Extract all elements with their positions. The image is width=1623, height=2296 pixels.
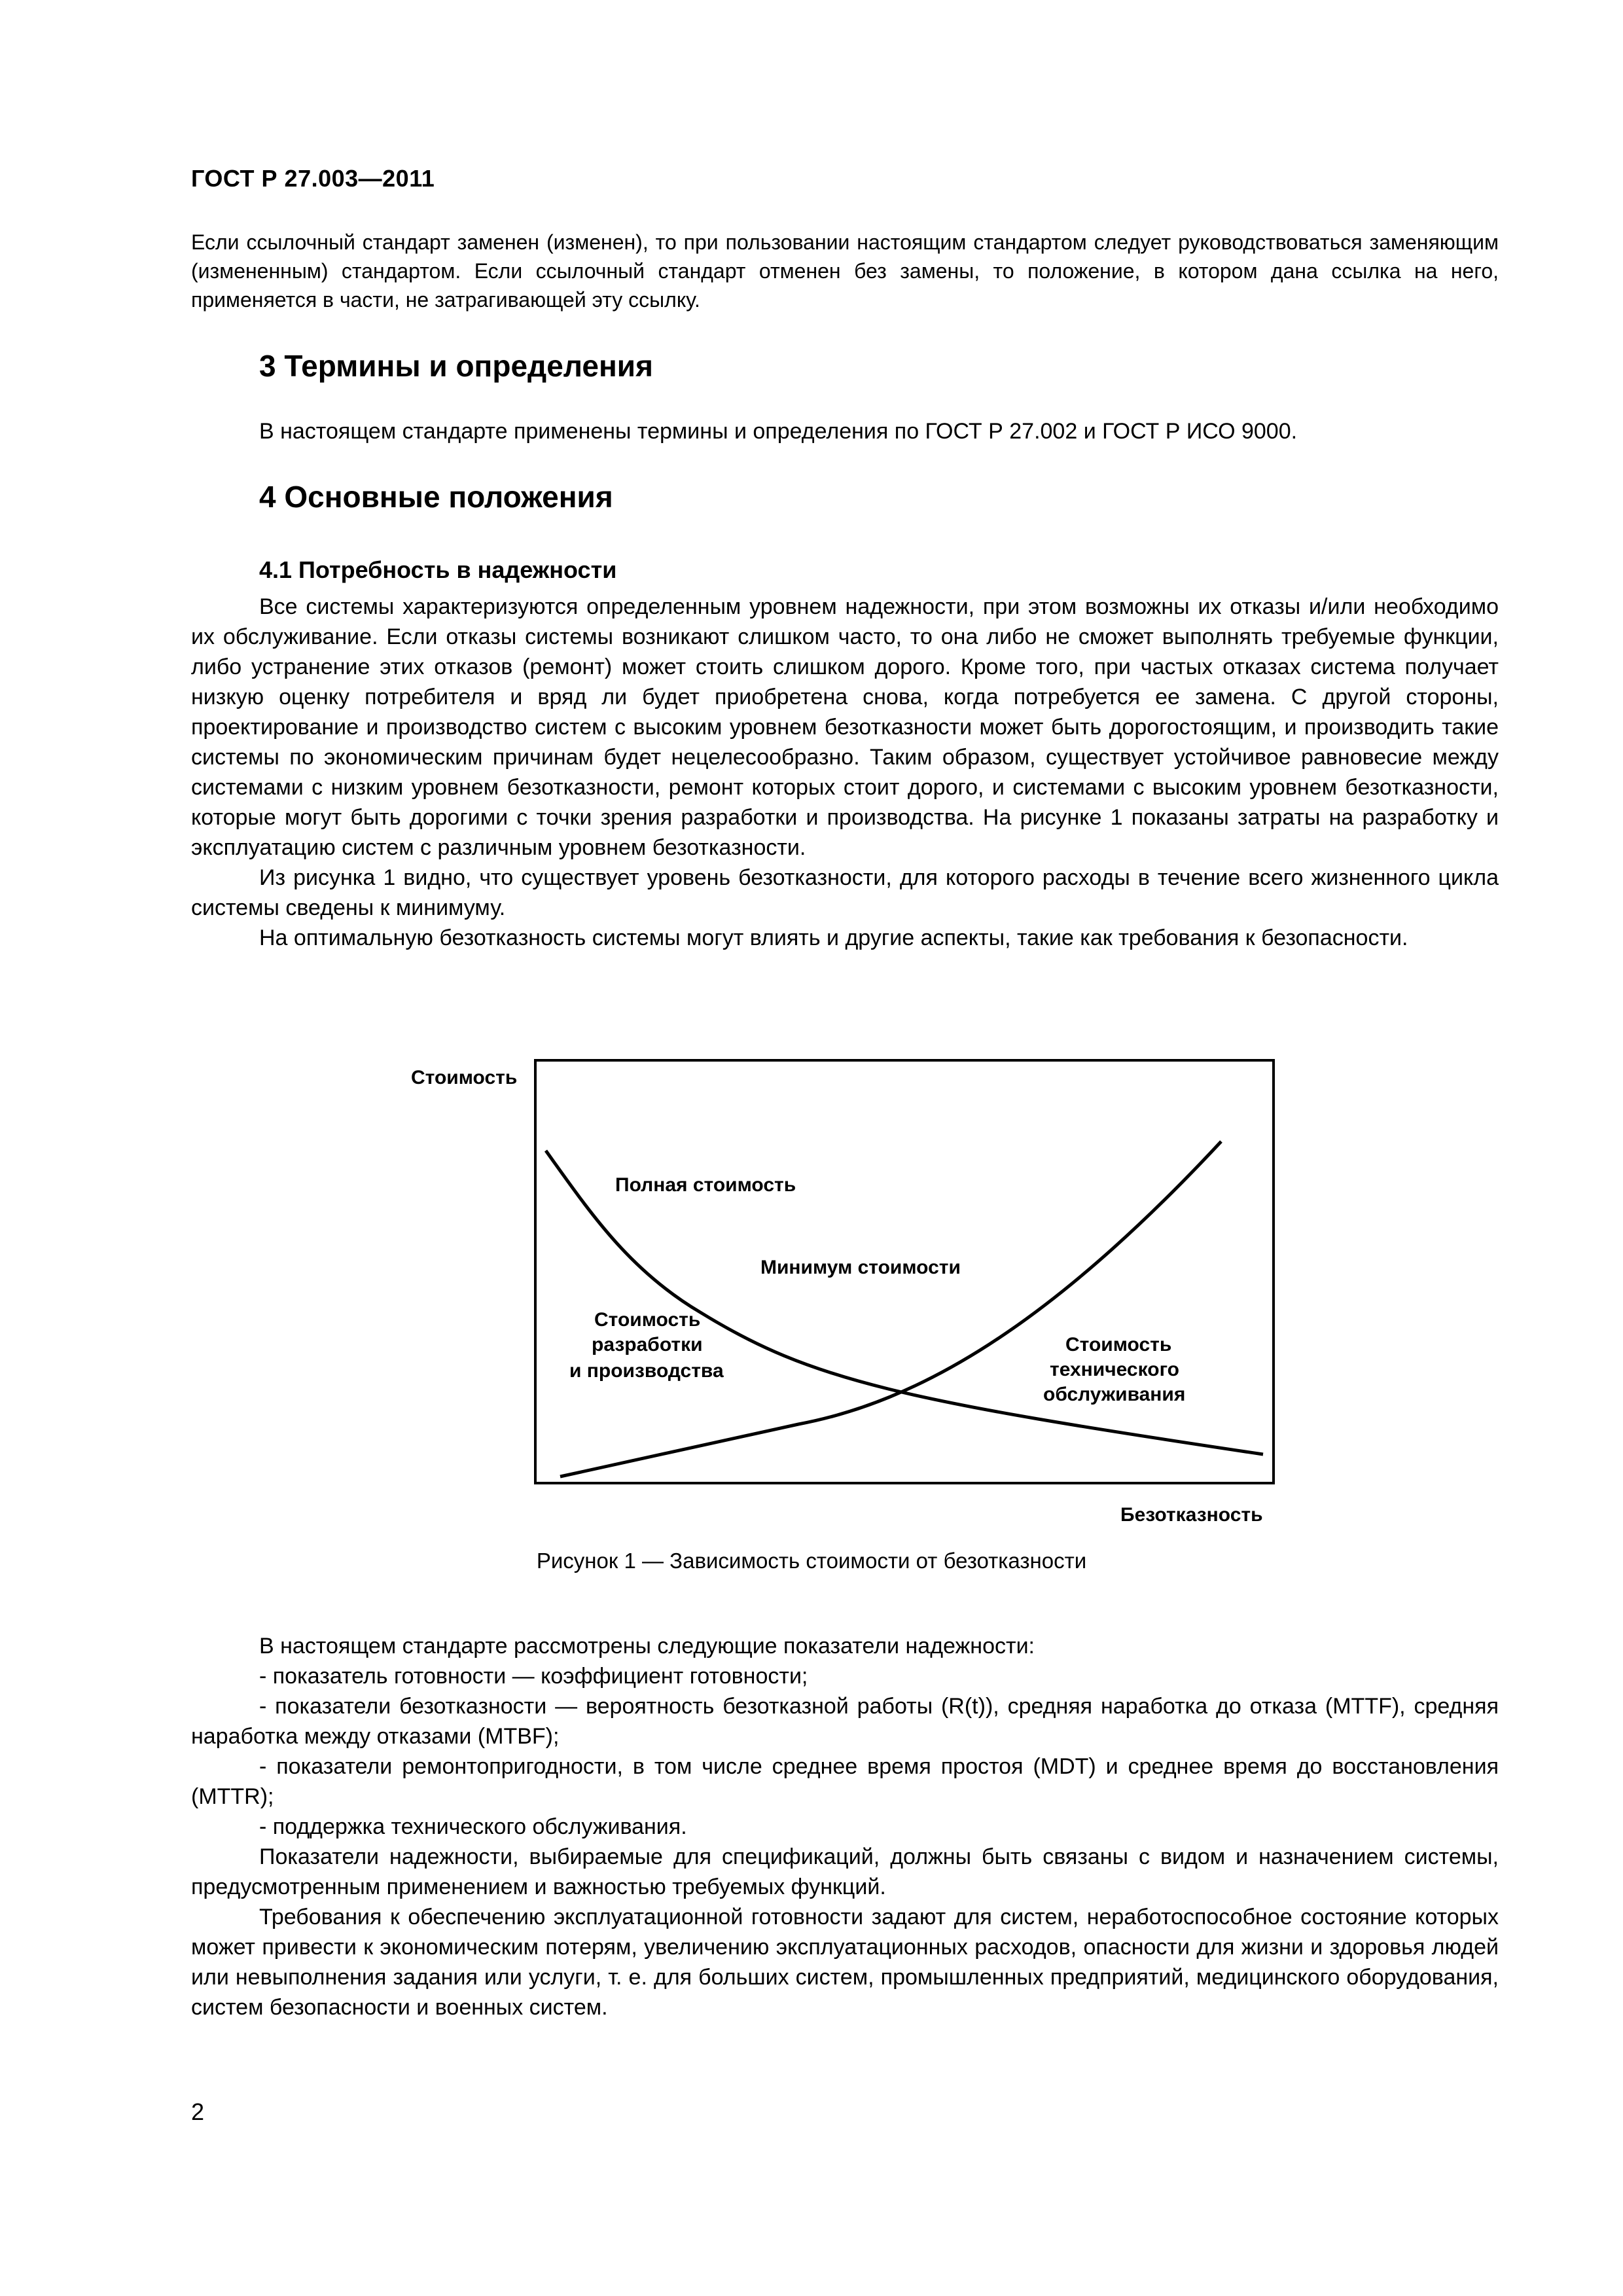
subsection-4-1-title: 4.1 Потребность в надежности (259, 556, 617, 583)
y-axis-label: Стоимость (411, 1067, 518, 1088)
section-3-body (191, 416, 1499, 446)
intro-paragraph (191, 228, 1499, 314)
paragraph: На оптимальную безотказность системы могут влиять и другие аспекты, такие как требования к безопасности. (259, 925, 1408, 950)
list-item: - поддержка технического обслуживания. (259, 1814, 687, 1839)
label-maint-cost-1: Стоимость (1065, 1334, 1172, 1355)
x-axis-label: Безотказность (1120, 1504, 1263, 1526)
figure-1 (393, 1054, 1309, 1558)
total-cost-curve (546, 1151, 1263, 1454)
indicators-section (191, 1631, 1499, 2022)
standard-id: ГОСТ Р 27.003—2011 (191, 165, 435, 192)
paragraph: Из рисунка 1 видно, что существует уровень безотказности, для которого расходы в течение всего жизненного цикла системы сведены к минимуму. (191, 865, 1499, 920)
page-number: 2 (191, 2098, 205, 2125)
figure-caption: Рисунок 1 — Зависимость стоимости от безотказности (536, 1549, 1087, 1573)
list-item: - показатели ремонтопригодности, в том числе среднее время простоя (MDT) и среднее время до восстановления (MTTR); (191, 1754, 1499, 1809)
indicators-intro: В настоящем стандарте рассмотрены следующие показатели надежности: (259, 1634, 1035, 1659)
section-3-text: В настоящем стандарте применены термины и определения по ГОСТ Р 27.002 и ГОСТ Р ИСО 9000. (259, 419, 1298, 444)
section-3-title: 3 Термины и определения (259, 349, 653, 383)
label-maint-cost-3: обслуживания (1043, 1384, 1186, 1405)
label-dev-cost-2: разработки (592, 1334, 703, 1355)
paragraph: Все системы характеризуются определенным уровнем надежности, при этом возможны их отказы и/или необходимо их обслуживание. Если отказы системы возникают слишком часто, то она либо не сможет выполнять требуемые функции, либо устранение этих отказов (ремонт) может стоить слишком дорого. Кроме того, при частых отказах система получает низкую оценку потребителя и вряд ли будет приобретена снова, когда потребуется ее замена. С другой стороны, проектирование и производство систем с высоким уровнем безотказности может быть дорогостоящим, и производить такие системы по экономическим причинам будет нецелесообразно. Таким образом, существует устойчивое равновесие между системами с низким уровнем безотказности, ремонт которых стоит дорого, и системами с высоким уровнем безотказности, которые могут быть дорогими с точки зрения разработки и производства. На рисунке 1 показаны затраты на разработку и эксплуатацию систем с различным уровнем безотказности. (191, 594, 1499, 860)
label-dev-cost-1: Стоимость (594, 1309, 701, 1331)
section-4-title: 4 Основные положения (259, 480, 613, 514)
label-min-cost: Минимум стоимости (760, 1257, 961, 1278)
list-item: - показатель готовности — коэффициент готовности; (259, 1664, 808, 1689)
label-total-cost: Полная стоимость (615, 1174, 796, 1196)
label-dev-cost-3: и производства (569, 1360, 724, 1382)
subsection-4-1-body (191, 592, 1499, 953)
paragraph: Показатели надежности, выбираемые для спецификаций, должны быть связаны с видом и назначением системы, предусмотренным применением и важностью требуемых функций. (191, 1844, 1499, 1899)
label-maint-cost-2: технического (1050, 1359, 1179, 1380)
paragraph: Требования к обеспечению эксплуатационной готовности задают для систем, неработоспособное состояние которых может привести к экономическим потерям, увеличению эксплуатационных расходов, опасности для жизни и здоровья людей или невыполнения задания или услуги, т. е. для больших систем, промышленных предприятий, медицинского оборудования, систем безопасности и военных систем. (191, 1905, 1499, 2020)
intro-text: Если ссылочный стандарт заменен (изменен), то при пользовании настоящим стандартом следует руководствоваться заменяющим (измененным) стандартом. Если ссылочный стандарт отменен без замены, то положение, в котором дана ссылка на него, применяется в части, не затрагивающей эту ссылку. (191, 230, 1499, 312)
list-item: - показатели безотказности — вероятность безотказной работы (R(t)), средняя наработка до отказа (MTTF), средняя наработка между отказами (MTBF); (191, 1694, 1499, 1749)
